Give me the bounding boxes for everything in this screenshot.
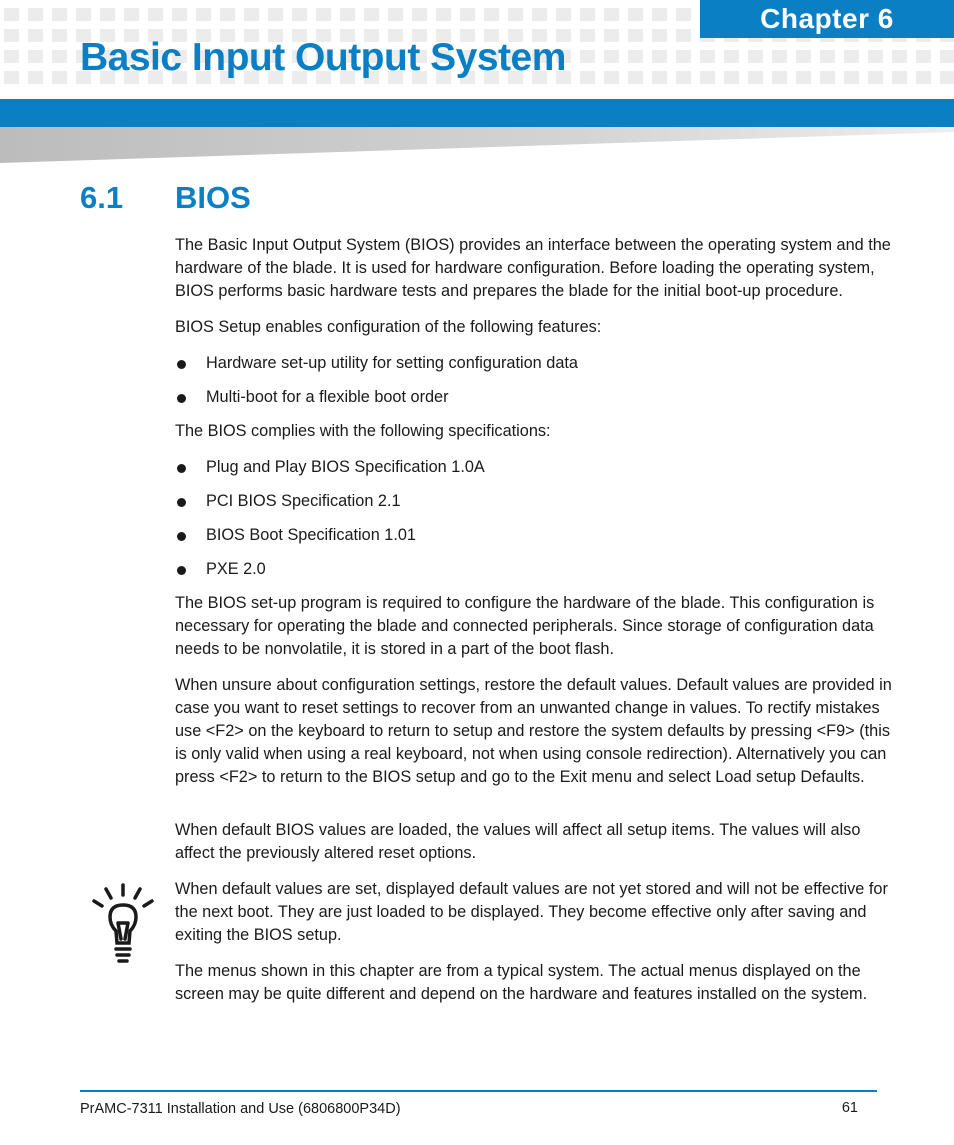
note-block [175,819,893,1006]
header-dot [700,50,715,63]
header-dot [556,8,571,21]
header-dot [820,50,835,63]
header-dot [652,8,667,21]
header-dot [28,71,43,84]
header-dot [892,50,907,63]
header-dot [460,8,475,21]
header-dot [796,50,811,63]
defaults-paragraph: When unsure about configuration settings, restore the default values. Default values are provided in case you want to reset settings to recover from an unwanted change in values. To rectify mistakes use <F2> on the keyboard to return to setup and restore the system defaults by pressing <F9> (this is only valid when using a real keyboard, not when using console redirection). Alternatively you can press <F2> to return to the BIOS setup and go to the Exit menu and select Load setup Defaults. [175,676,892,786]
bullet-icon [177,498,186,507]
header-dot [868,71,883,84]
header-dot [52,71,67,84]
bullet-icon [177,566,186,575]
header-dot [844,71,859,84]
header-dot [628,71,643,84]
features-intro: BIOS Setup enables configuration of the following features: [175,318,602,336]
lightbulb-icon [90,883,156,965]
header-dot [604,29,619,42]
header-dot [28,50,43,63]
header-dot [268,8,283,21]
list-item: Hardware set-up utility for setting configuration data [175,352,893,375]
header-dot [700,71,715,84]
bullet-icon [177,464,186,473]
header-dot [628,29,643,42]
header-dot [28,8,43,21]
header-dot [628,8,643,21]
header-dot [484,8,499,21]
header-dot [436,8,451,21]
header-dot [388,8,403,21]
list-item: Plug and Play BIOS Specification 1.0A [175,456,893,479]
header-dot [124,8,139,21]
chapter-tab: Chapter 6 [700,0,954,38]
header-dot [604,71,619,84]
bullet-icon [177,360,186,369]
specs-intro: The BIOS complies with the following specifications: [175,422,551,440]
header-dot [412,8,427,21]
header-dot [724,71,739,84]
header-dot [148,8,163,21]
header-dot [652,29,667,42]
header-dot [340,8,355,21]
footer-document-title: PrAMC-7311 Installation and Use (6806800P34D) [80,1101,401,1117]
header-dot [580,50,595,63]
header-dot [844,50,859,63]
header-dot [244,8,259,21]
header-dot [28,29,43,42]
intro-paragraph: The Basic Input Output System (BIOS) provides an interface between the operating system and the hardware of the blade. It is used for hardware configuration. Before loading the operating system, BIOS performs basic hardware tests and prepares the blade for the initial boot-up procedure. [175,236,891,300]
header-dot [748,50,763,63]
header-dot [52,29,67,42]
header-dot [820,71,835,84]
list-item: BIOS Boot Specification 1.01 [175,524,893,547]
section-title: BIOS [175,180,251,215]
header-dot [532,8,547,21]
header-dot [4,71,19,84]
header-dot [4,50,19,63]
header-dot [52,50,67,63]
header-dot [508,8,523,21]
header-dot [676,71,691,84]
setup-paragraph: The BIOS set-up program is required to configure the hardware of the blade. This configuration is necessary for operating the blade and connected peripherals. Since storage of configuration data needs to be nonvolatile, it is stored in a part of the boot flash. [175,594,875,658]
header-blue-band [0,99,954,127]
header-dot [4,29,19,42]
note-paragraph: When default BIOS values are loaded, the values will affect all setup items. The values will also affect the previously altered reset options. [175,821,861,862]
footer-page-number: 61 [841,1100,858,1116]
header-dot [676,8,691,21]
header-dot [580,29,595,42]
section-number: 6.1 [80,180,124,215]
header-dot [892,71,907,84]
header-dot [316,8,331,21]
header-dot [220,8,235,21]
header-dot [796,71,811,84]
header-dot [604,50,619,63]
header-dot [580,71,595,84]
header-dot [76,8,91,21]
header-dot [676,29,691,42]
bullet-icon [177,394,186,403]
header-dot [4,8,19,21]
header-dot [652,71,667,84]
specs-list [175,456,893,581]
header-dot [580,8,595,21]
header-dot [196,8,211,21]
header-gray-wedge [0,127,954,163]
header-dot [604,8,619,21]
header-dot [652,50,667,63]
list-item: Multi-boot for a flexible boot order [175,386,893,409]
section-body [175,234,893,1019]
header-dot [772,71,787,84]
footer-rule [80,1090,877,1092]
page-title: Basic Input Output System [80,36,566,79]
header-dot [292,8,307,21]
header-dot [52,8,67,21]
header-dot [916,50,931,63]
list-item: PCI BIOS Specification 2.1 [175,490,893,513]
header-dot [748,71,763,84]
header-dot [916,71,931,84]
features-list [175,352,893,409]
header-dot [676,50,691,63]
bullet-icon [177,532,186,541]
header-dot [172,8,187,21]
header-dot [364,8,379,21]
note-paragraph: When default values are set, displayed default values are not yet stored and will not be effective for the next boot. They are just loaded to be displayed. They become effective only after saving and exiting the BIOS setup. [175,880,888,944]
header-dot [724,50,739,63]
header-dot [868,50,883,63]
note-paragraph: The menus shown in this chapter are from a typical system. The actual menus displayed on the screen may be quite different and depend on the hardware and features installed on the system. [175,962,868,1003]
header-dot [100,8,115,21]
header-dot [772,50,787,63]
header-dot [940,71,954,84]
list-item: PXE 2.0 [175,558,893,581]
header-dot [940,50,954,63]
header-dot [628,50,643,63]
